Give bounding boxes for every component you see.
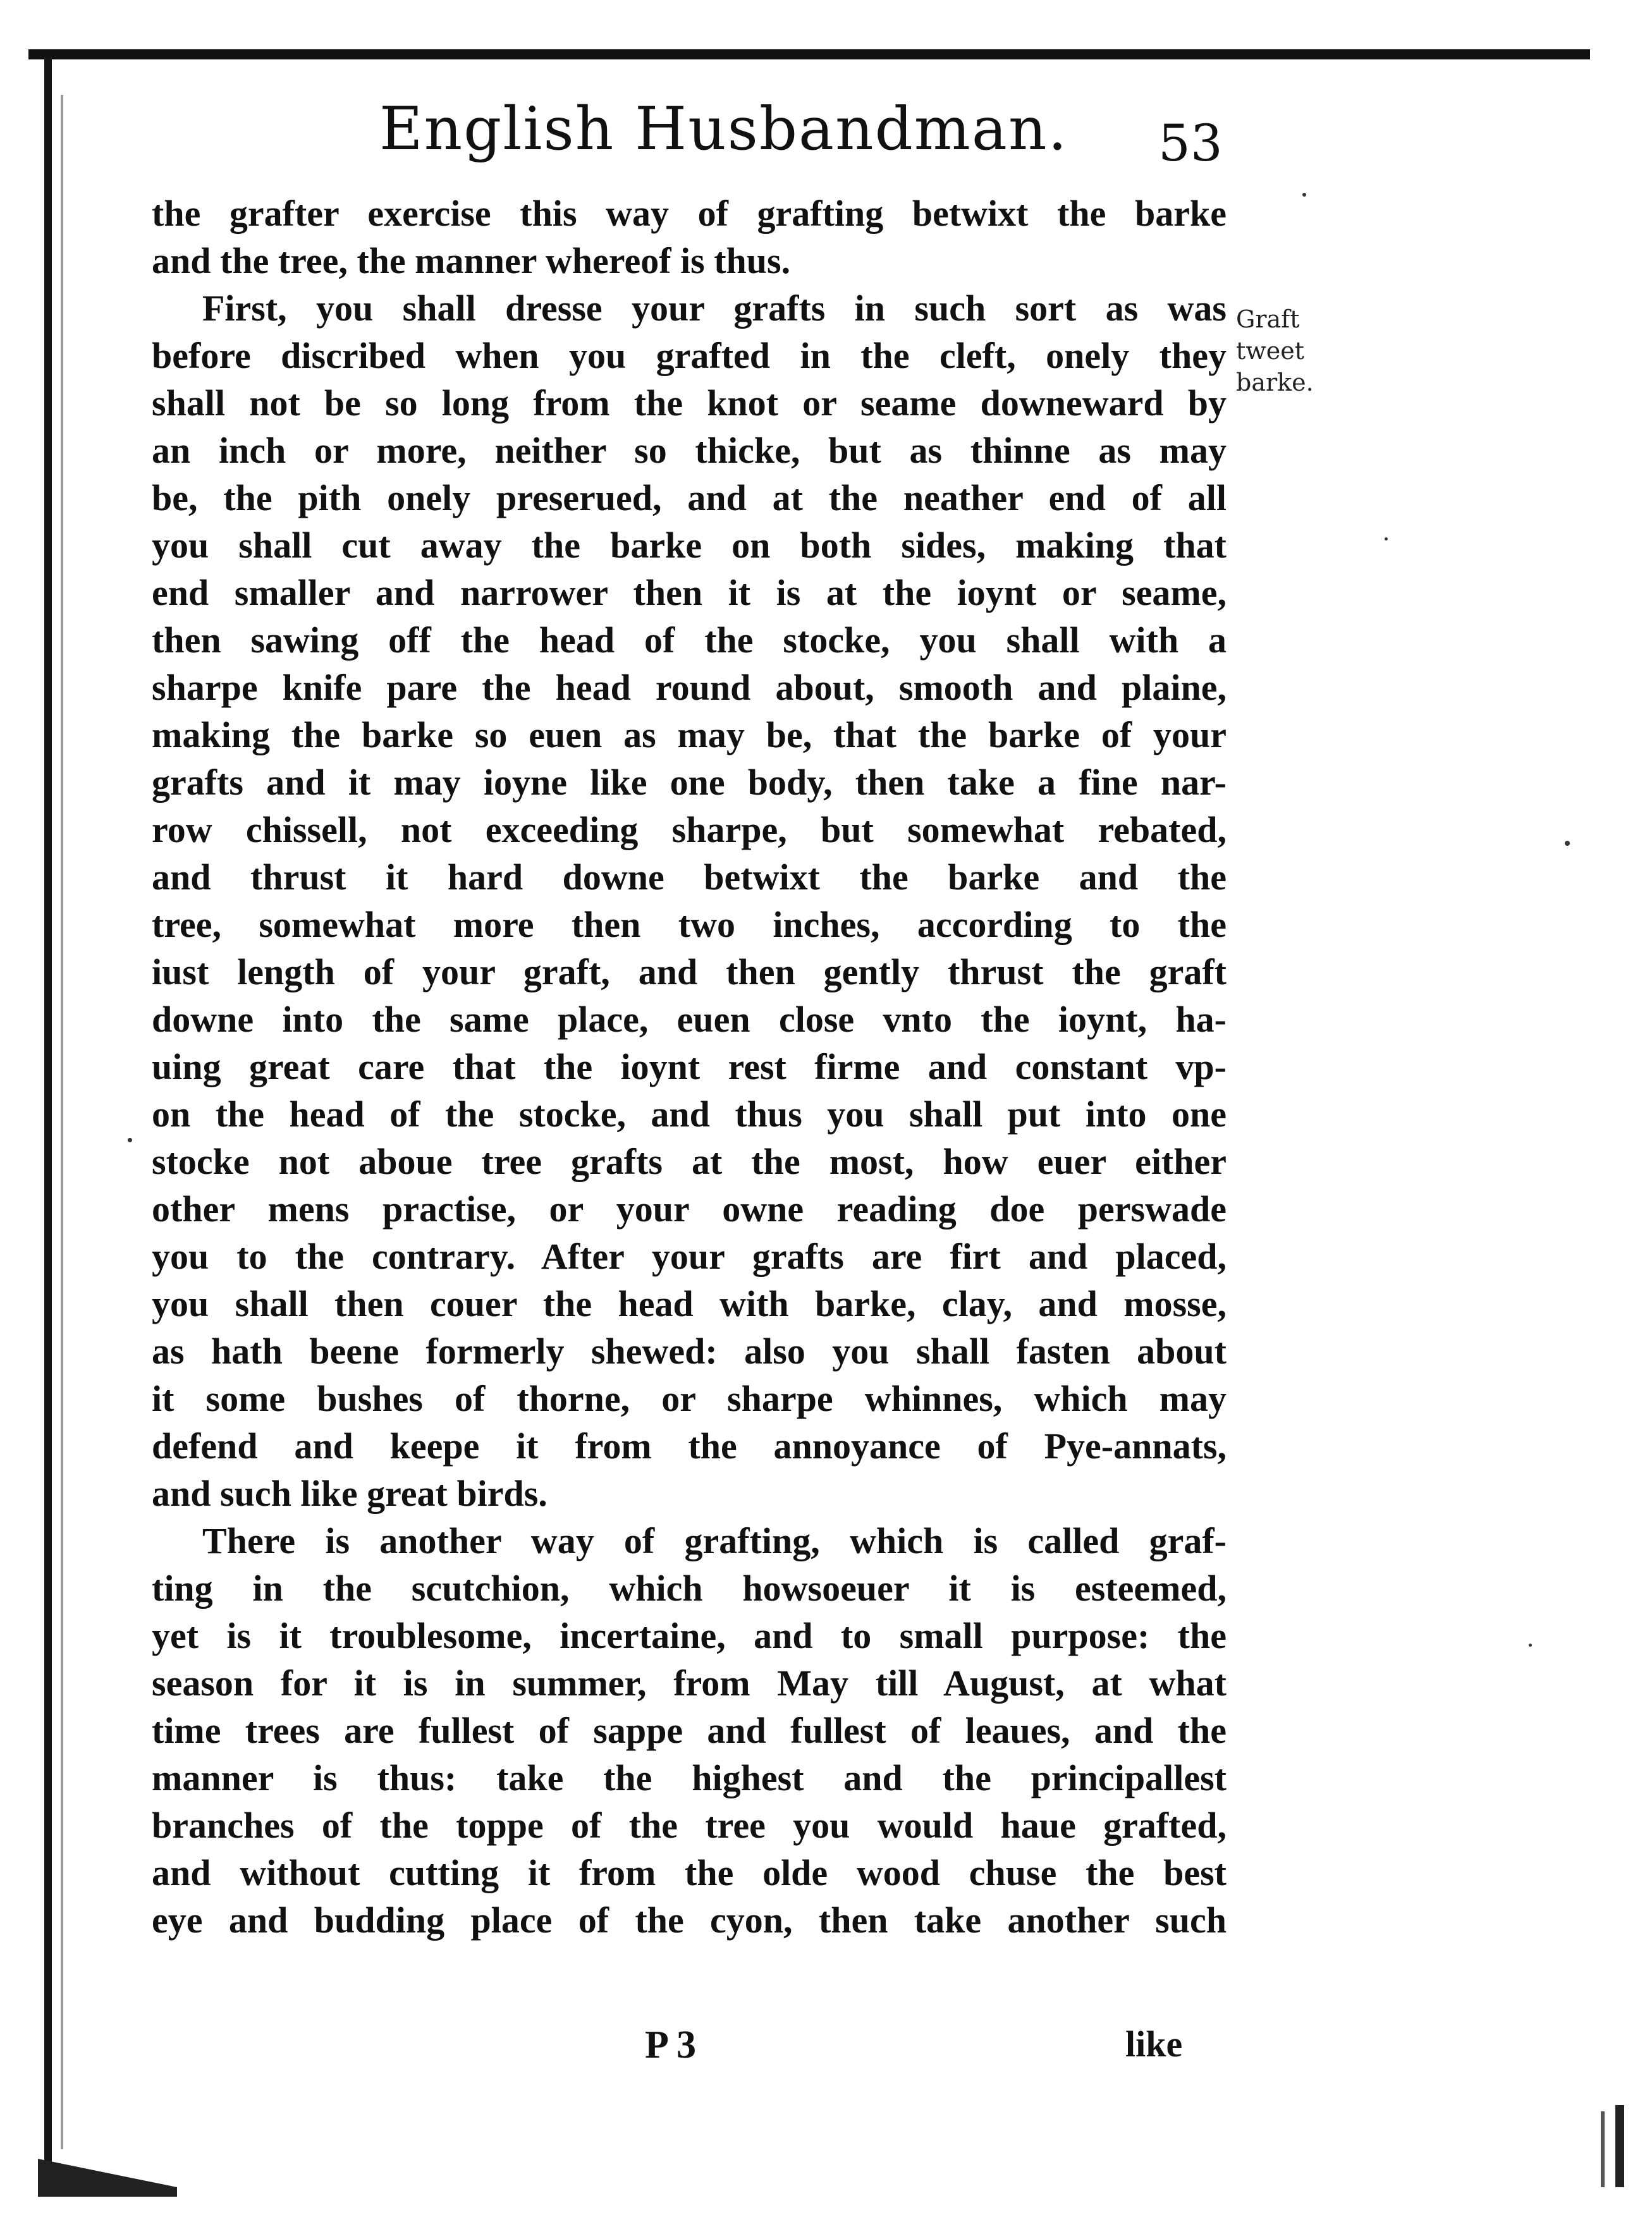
signature-mark: P 3 — [645, 2023, 696, 2066]
margin-note-line: barke. — [1236, 369, 1314, 396]
text-line: tree, somewhat more then two inches, according to the — [152, 904, 1227, 945]
text-line: grafts and it may ioyne like one body, then take a fine nar- — [152, 762, 1227, 803]
ink-speck — [128, 1138, 132, 1142]
right-edge-mark — [1615, 2105, 1624, 2187]
text-line: an inch or more, neither so thicke, but as thinne as may — [152, 430, 1227, 471]
text-line: on the head of the stocke, and thus you shall put into one — [152, 1094, 1227, 1135]
text-line: you to the contrary. After your grafts are firt and placed, — [152, 1236, 1227, 1277]
text-line: branches of the toppe of the tree you would haue grafted, — [152, 1805, 1227, 1846]
catchword: like — [1125, 2023, 1183, 2065]
bottom-left-ink-blot — [38, 2149, 177, 2197]
body-text — [152, 190, 1227, 1944]
ink-speck — [1565, 841, 1570, 846]
text-line: and the tree, the manner whereof is thus. — [152, 240, 791, 281]
ink-speck — [1302, 193, 1306, 197]
text-line: iust length of your graft, and then gently thrust the graft — [152, 951, 1227, 992]
text-line: row chissell, not exceeding sharpe, but somewhat rebated, — [152, 809, 1227, 850]
left-border-rule — [44, 57, 52, 2194]
text-line: eye and budding place of the cyon, then take another such — [152, 1900, 1227, 1941]
margin-note — [1236, 303, 1314, 398]
text-line: the grafter exercise this way of grafting betwixt the barke — [152, 193, 1227, 234]
ink-speck — [1385, 537, 1388, 540]
text-line: and thrust it hard downe betwixt the barke and the — [152, 857, 1227, 898]
text-line: stocke not aboue tree grafts at the most, how euer either — [152, 1141, 1227, 1182]
text-line: you shall cut away the barke on both sides, making that — [152, 525, 1227, 566]
text-line: as hath beene formerly shewed: also you shall fasten about — [152, 1331, 1227, 1372]
text-line: sharpe knife pare the head round about, smooth and plaine, — [152, 667, 1227, 708]
text-line: There is another way of grafting, which is called graf- — [202, 1520, 1227, 1561]
text-line: uing great care that the ioynt rest firme and constant vp- — [152, 1046, 1227, 1087]
text-line: shall not be so long from the knot or seame downeward by — [152, 382, 1227, 424]
margin-note-line: Graft — [1236, 305, 1300, 333]
text-line: and without cutting it from the olde wood chuse the best — [152, 1852, 1227, 1893]
text-line: manner is thus: take the highest and the principallest — [152, 1757, 1227, 1798]
text-line: it some bushes of thorne, or sharpe whinnes, which may — [152, 1378, 1227, 1419]
text-line: downe into the same place, euen close vnto the ioynt, ha- — [152, 999, 1227, 1040]
text-line: defend and keepe it from the annoyance of Pye-annats, — [152, 1425, 1227, 1467]
text-line: then sawing off the head of the stocke, you shall with a — [152, 620, 1227, 661]
text-line: and such like great birds. — [152, 1473, 548, 1514]
text-line: yet is it troublesome, incertaine, and to small purpose: the — [152, 1615, 1227, 1656]
running-title: English Husbandman. — [379, 95, 1068, 164]
page-number: 53 — [1158, 114, 1223, 173]
text-line: before discribed when you grafted in the cleft, onely they — [152, 335, 1227, 376]
margin-note-line: tweet — [1236, 337, 1305, 365]
text-line: First, you shall dresse your grafts in such sort as was — [202, 288, 1227, 329]
right-edge-mark-secondary — [1601, 2111, 1605, 2187]
left-inner-shadow — [61, 95, 63, 2149]
text-line: making the barke so euen as may be, that the barke of your — [152, 714, 1227, 755]
text-line: be, the pith onely preserued, and at the neather end of all — [152, 477, 1227, 518]
text-line: season for it is in summer, from May till August, at what — [152, 1663, 1227, 1704]
text-line: time trees are fullest of sappe and fullest of leaues, and the — [152, 1710, 1227, 1751]
text-line: ting in the scutchion, which howsoeuer it is esteemed, — [152, 1568, 1227, 1609]
ink-speck — [1529, 1644, 1532, 1647]
text-line: you shall then couer the head with barke, clay, and mosse, — [152, 1283, 1227, 1324]
top-border-rule — [28, 49, 1590, 59]
text-line: end smaller and narrower then it is at the ioynt or seame, — [152, 572, 1227, 613]
text-line: other mens practise, or your owne reading doe perswade — [152, 1188, 1227, 1230]
